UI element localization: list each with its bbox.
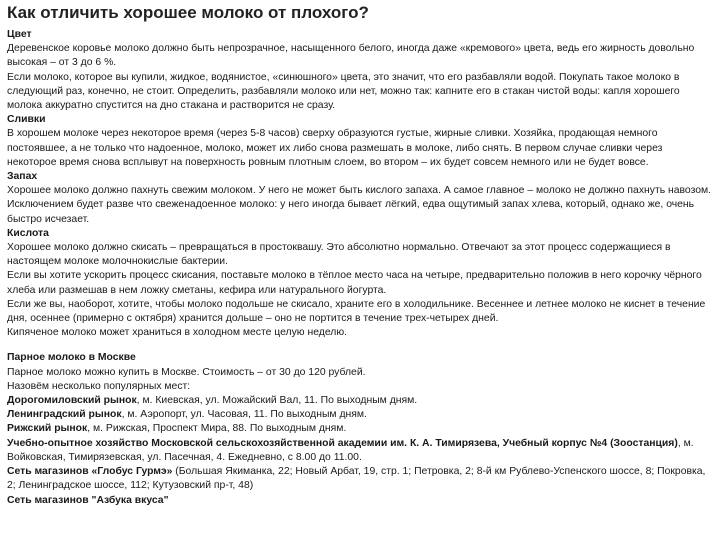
place-name: Ленинградский рынок <box>7 409 122 421</box>
place-item <box>7 422 714 436</box>
paragraph: Назовём несколько популярных мест: <box>7 380 191 392</box>
section-heading-moscow: Парное молоко в Москве <box>7 352 136 364</box>
place-item <box>7 408 714 422</box>
paragraph: Парное молоко можно купить в Москве. Стоимость – от 30 до 120 рублей. <box>7 366 366 378</box>
place-details: , м. Аэропорт, ул. Часовая, 11. По выходным дням. <box>121 409 367 421</box>
page-title: Как отличить хорошее молоко от плохого? <box>7 3 369 22</box>
document-body <box>7 28 714 508</box>
paragraph: Если молоко, которое вы купили, жидкое, водянистое, «синюшного» цвета, это значит, что его разбавляли водой. Покупать такое молоко в следующий раз, конечно, не стоит. Определить, разбавляли молоко или нет, можно так: капните его в стакан чистой воды: капля хорошего молока аккуратно спустится на дно стакана и растворится не сразу. <box>7 71 680 112</box>
section-heading-color: Цвет <box>7 29 32 40</box>
paragraph: Если же вы, наоборот, хотите, чтобы молоко подольше не скисало, храните его в холодильнике. Весеннее и летнее молоко не киснет в течение дня, осеннее (примерно с октября) хранится дольше – оно не портится в течение трех-четырех дней. <box>7 298 706 325</box>
place-name: Сеть магазинов «Глобус Гурмэ» <box>7 466 173 478</box>
paragraph: Хорошее молоко должно пахнуть свежим молоком. У него не может быть кислого запаха. А самое главное – молоко не должно пахнуть навозом. Исключением будет разве что свеженадоенное молоко: у него иногда бывает лёгкий, едва ощутимый запах хлева, который, однако же, очень быстро исчезает. <box>7 185 712 225</box>
place-name: Сеть магазинов "Азбука вкуса" <box>7 494 169 506</box>
section-heading-smell: Запах <box>7 171 38 183</box>
paragraph: Кипяченое молоко может храниться в холодном месте целую неделю. <box>7 327 348 339</box>
section-heading-acid: Кислота <box>7 227 49 239</box>
paragraph: Деревенское коровье молоко должно быть непрозрачное, насыщенного белого, иногда даже «кремового» цвета, ведь его жирность довольно высокая – от 3 до 6 %. <box>7 43 695 69</box>
place-name: Дорогомиловский рынок <box>7 395 137 407</box>
place-name: Учебно-опытное хозяйство Московской сельскохозяйственной академии им. К. А. Тимирязева, Учебный корпус №4 (Зоостанция) <box>7 437 678 449</box>
divider <box>7 340 714 351</box>
place-item <box>7 465 714 493</box>
place-item <box>7 437 714 465</box>
paragraph: Хорошее молоко должно скисать – превращаться в простоквашу. Это абсолютно нормально. Отвечают за этот процесс содержащиеся в настоящем молоке молочнокислые бактерии. <box>7 242 671 268</box>
place-details: (Большая Якиманка, 22; Новый Арбат, 19, стр. 1; Петровка, 2; 8-й км Рублево-Успенского шоссе, 8; Покровка, 2; Ленинградское шоссе, 112; Кутузовский пр-т, 48) <box>7 466 706 492</box>
paragraph: Если вы хотите ускорить процесс скисания, поставьте молоко в тёплое место часа на четыре, предварительно положив в него корочку чёрного хлеба или размешав в нем ложку сметаны, кефира или натурального йогурта. <box>7 270 702 296</box>
place-details: , м. Войковская, Тимирязевская, ул. Пасечная, 4. Ежедневно, с 8.00 до 11.00. <box>7 437 694 463</box>
place-item <box>7 394 714 408</box>
place-item <box>7 494 714 508</box>
place-details: , м. Рижская, Проспект Мира, 88. По выходным дням. <box>87 423 347 435</box>
section-heading-cream: Сливки <box>7 114 46 126</box>
paragraph: В хорошем молоке через некоторое время (через 5-8 часов) сверху образуются густые, жирные сливки. Хозяйка, продающая немного постоявшее, а не только что надоенное, молоко, может их либо снова размешать в молоке, либо снять. В первом случае сливки через некоторое время снова всплывут на поверхность ровным плотным слоем, во втором – их будет совсем немного или не будет вовсе. <box>7 128 663 168</box>
place-name: Рижский рынок <box>7 423 88 435</box>
place-details: , м. Киевская, ул. Можайский Вал, 11. По выходным дням. <box>136 395 418 407</box>
